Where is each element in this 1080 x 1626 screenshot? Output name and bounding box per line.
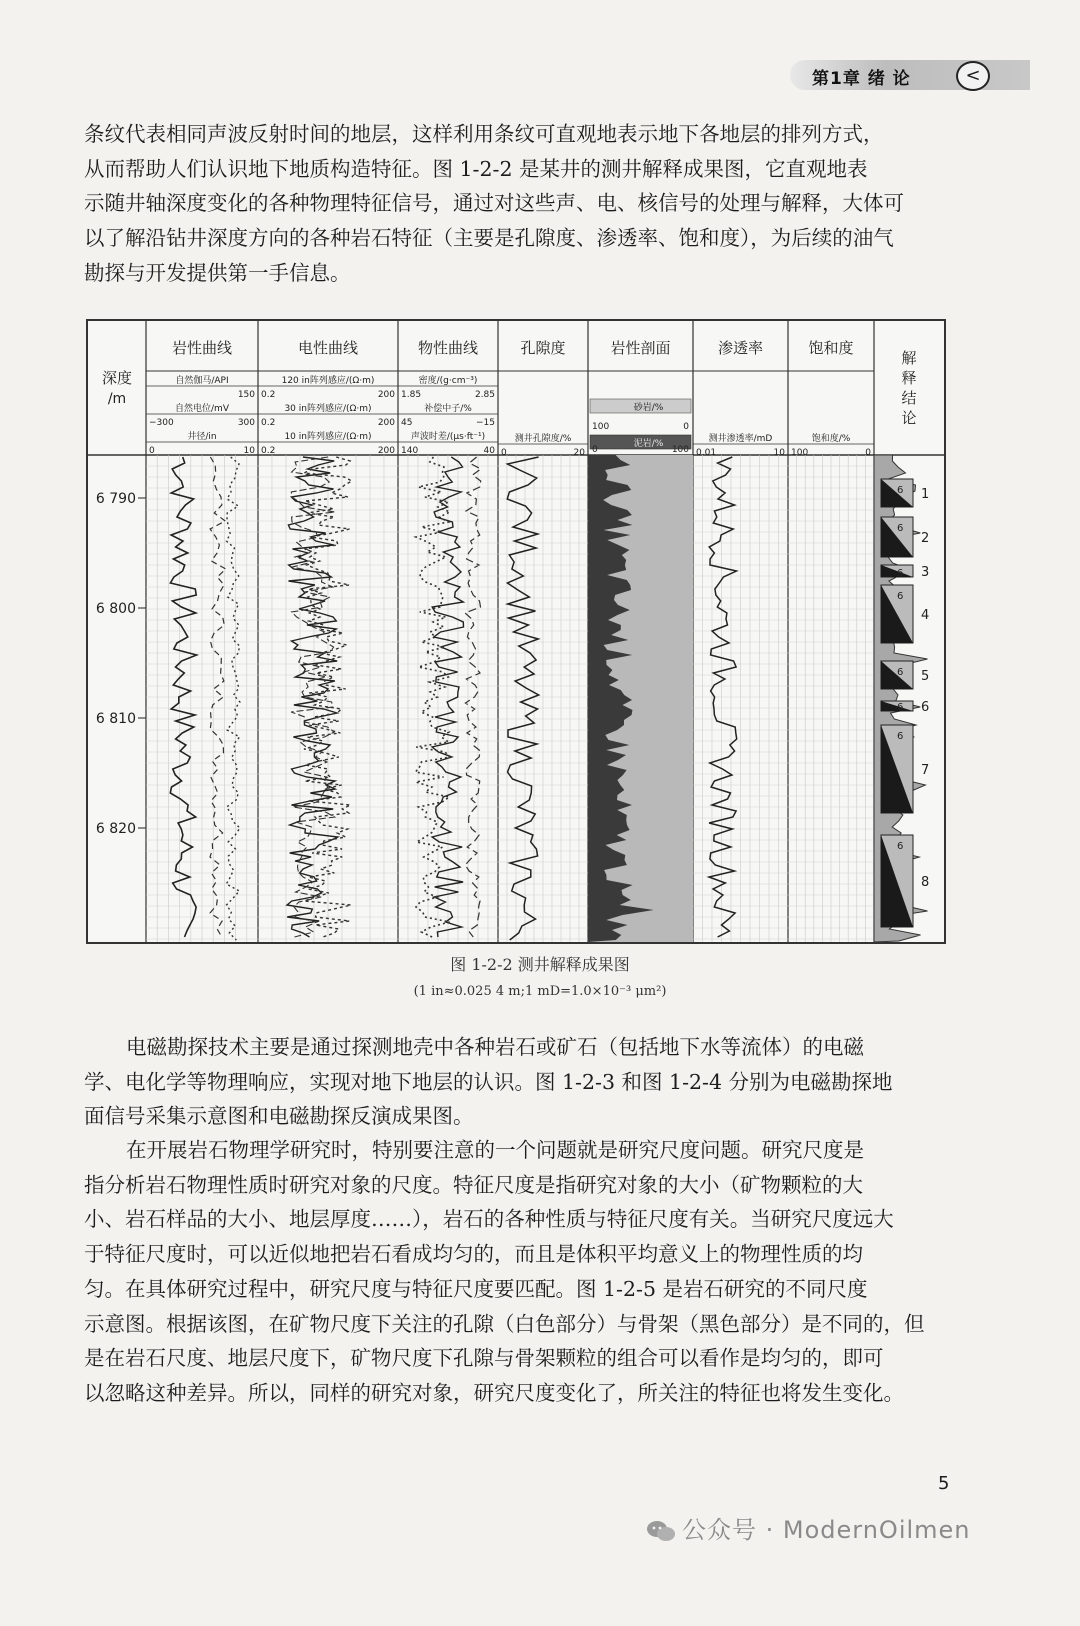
scale-label: 泥岩/% — [633, 439, 664, 449]
text-line: 条纹代表相同声波反射时间的地层，这样利用条纹可直观地表示地下各地层的排列方式， — [84, 122, 884, 146]
depth-tick-label: 6 820 — [95, 821, 136, 837]
conclusion-layer-code: 6 — [897, 485, 904, 496]
scale-label: 1.85 — [401, 390, 422, 400]
watermark — [646, 1510, 971, 1545]
conclusion-layer-code: 6 — [897, 568, 904, 579]
scale-label: 0 — [149, 446, 155, 456]
text-line: 示随井轴深度变化的各种物理特征信号，通过对这些声、电、核信号的处理与解释，大体可 — [84, 191, 904, 216]
scale-label: 10 in阵列感应/(Ω·m) — [284, 432, 372, 442]
column-title: 孔隙度 — [520, 339, 566, 357]
well-log-chart — [88, 321, 944, 942]
column-title: 岩性曲线 — [171, 339, 233, 357]
scale-label: 补偿中子/% — [424, 404, 472, 414]
conclusion-layer-code: 6 — [897, 731, 904, 742]
conclusion-layer-number: 5 — [921, 669, 930, 684]
scale-label: 10 — [773, 448, 785, 458]
conclusion-layer-number: 1 — [921, 487, 930, 502]
column-title: 电性曲线 — [297, 339, 359, 357]
scale-label: 200 — [377, 390, 395, 400]
conclusion-layer-code: 6 — [897, 841, 904, 852]
conclusion-layer-code: 6 — [897, 523, 904, 534]
depth-tick-label: 6 810 — [95, 711, 136, 727]
watermark-text: 公众号 · ModernOilmen — [682, 1516, 971, 1544]
text-line: 面信号采集示意图和电磁勘探反演成果图。 — [84, 1104, 474, 1129]
scale-label: 150 — [237, 390, 255, 400]
column-title: 论 — [901, 409, 917, 427]
scale-paragraph — [84, 1133, 949, 1411]
text-line: 以忽略这种差异。所以，同样的研究对象，研究尺度变化了，所关注的特征也将发生变化。 — [84, 1380, 904, 1405]
scale-label: 0.2 — [261, 446, 276, 456]
scale-label: 自然电位/mV — [175, 404, 229, 414]
scale-label: 40 — [483, 446, 495, 456]
scale-label: 120 in阵列感应/(Ω·m) — [281, 376, 375, 386]
scale-label: 0.01 — [696, 448, 717, 458]
text-line: 小、岩石样品的大小、地层厚度……），岩石的各种性质与特征尺度有关。当研究尺度远大 — [84, 1207, 894, 1232]
text-line: 电磁勘探技术主要是通过探测地壳中各种岩石或矿石（包括地下水等流体）的电磁 — [126, 1035, 864, 1059]
scale-label: −300 — [149, 418, 174, 428]
scale-label: 0 — [592, 445, 598, 455]
text-line: 于特征尺度时，可以近似地把岩石看成均匀的，而且是体积平均意义上的物理性质的均 — [84, 1242, 863, 1267]
scale-label: 2.85 — [474, 390, 495, 400]
scale-label: 100 — [791, 448, 809, 458]
depth-unit: /m — [107, 391, 127, 407]
conclusion-layer-number: 3 — [921, 565, 930, 580]
scale-label: 300 — [237, 418, 255, 428]
column-title: 解 — [901, 349, 917, 367]
column-title: 饱和度 — [808, 339, 854, 357]
caliper-curve — [226, 457, 240, 940]
scale-label: 20 — [573, 448, 585, 458]
scale-label: 0 — [865, 448, 871, 458]
text-line: 以了解沿钻井深度方向的各种岩石特征（主要是孔隙度、渗透率、饱和度），为后续的油气 — [84, 226, 894, 251]
column-title: 岩性剖面 — [610, 339, 671, 357]
depth-tick-label: 6 800 — [95, 601, 136, 617]
chapter-title: 第1章 绪 论 — [812, 69, 911, 89]
electromagnetic-paragraph — [84, 1030, 949, 1134]
conclusion-layer-number: 7 — [921, 763, 930, 778]
scale-label: 测井孔隙度/% — [514, 434, 572, 444]
column-title: 渗透率 — [717, 339, 764, 357]
text-line: 学、电化学等物理响应，实现对地下地层的认识。图 1-2-3 和图 1-2-4 分别为电磁勘探地 — [84, 1069, 893, 1094]
scale-label: 140 — [401, 446, 419, 456]
chevron-left-icon[interactable]: < — [956, 61, 990, 91]
scale-label: −15 — [476, 418, 495, 428]
scale-label: 0.2 — [261, 418, 276, 428]
scale-label: 井径/in — [187, 432, 217, 442]
scale-label: 0.2 — [261, 390, 276, 400]
intro-paragraph — [84, 117, 949, 291]
text-line: 是在岩石尺度、地层尺度下，矿物尺度下孔隙与骨架颗粒的组合可以看作是均匀的，即可 — [84, 1346, 884, 1371]
scale-label: 200 — [377, 446, 395, 456]
figure-caption: 图 1-2-2 测井解释成果图 — [450, 955, 630, 974]
scale-label: 100 — [592, 422, 610, 432]
chapter-header — [790, 60, 1030, 90]
text-line: 勘探与开发提供第一手信息。 — [84, 260, 351, 285]
page-number: 5 — [938, 1473, 950, 1494]
depth-tick-label: 6 790 — [95, 491, 136, 507]
depth-title: 深度 — [101, 369, 133, 387]
figure-note: (1 in≈0.025 4 m;1 mD=1.0×10⁻³ μm²) — [413, 984, 667, 999]
conclusion-layer-number: 4 — [921, 608, 930, 623]
text-line: 在开展岩石物理学研究时，特别要注意的一个问题就是研究尺度问题。研究尺度是 — [126, 1138, 864, 1162]
text-line: 匀。在具体研究过程中，研究尺度与特征尺度要匹配。图 1-2-5 是岩石研究的不同尺度 — [84, 1276, 868, 1301]
text-line: 指分析岩石物理性质时研究对象的尺度。特征尺度是指研究对象的大小（矿物颗粒的大 — [84, 1172, 863, 1197]
scale-label: 0 — [683, 422, 689, 432]
column-title: 释 — [901, 369, 917, 387]
text-line: 从而帮助人们认识地下地质构造特征。图 1-2-2 是某井的测井解释成果图，它直观地表 — [84, 156, 868, 181]
scale-label: 声波时差/(μs·ft⁻¹) — [410, 432, 486, 442]
conclusion-layer-code: 6 — [897, 591, 904, 602]
conclusion-layer-number: 6 — [921, 700, 930, 715]
column-title: 物性曲线 — [417, 339, 479, 357]
scale-label: 10 — [243, 446, 255, 456]
scale-label: 饱和度/% — [811, 434, 851, 444]
conclusion-layer-code: 6 — [897, 667, 904, 678]
scale-label: 30 in阵列感应/(Ω·m) — [284, 404, 372, 414]
scale-label: 砂岩/% — [633, 403, 664, 413]
scale-label: 测井渗透率/mD — [708, 434, 773, 444]
text-line: 示意图。根据该图，在矿物尺度下关注的孔隙（白色部分）与骨架（黑色部分）是不同的，但 — [84, 1311, 925, 1336]
conclusion-layer-number: 2 — [921, 531, 930, 546]
scale-label: 自然伽马/API — [175, 376, 229, 386]
conclusion-layer-code: 6 — [897, 702, 904, 713]
column-title: 结 — [901, 389, 917, 407]
scale-label: 45 — [401, 418, 413, 428]
conclusion-layer-number: 8 — [921, 875, 930, 890]
well-log-figure — [86, 319, 946, 944]
scale-label: 密度/(g·cm⁻³) — [418, 376, 478, 386]
wechat-icon — [646, 1520, 676, 1542]
scale-label: 0 — [501, 448, 507, 458]
scale-label: 200 — [377, 418, 395, 428]
scale-label: 100 — [671, 445, 689, 455]
